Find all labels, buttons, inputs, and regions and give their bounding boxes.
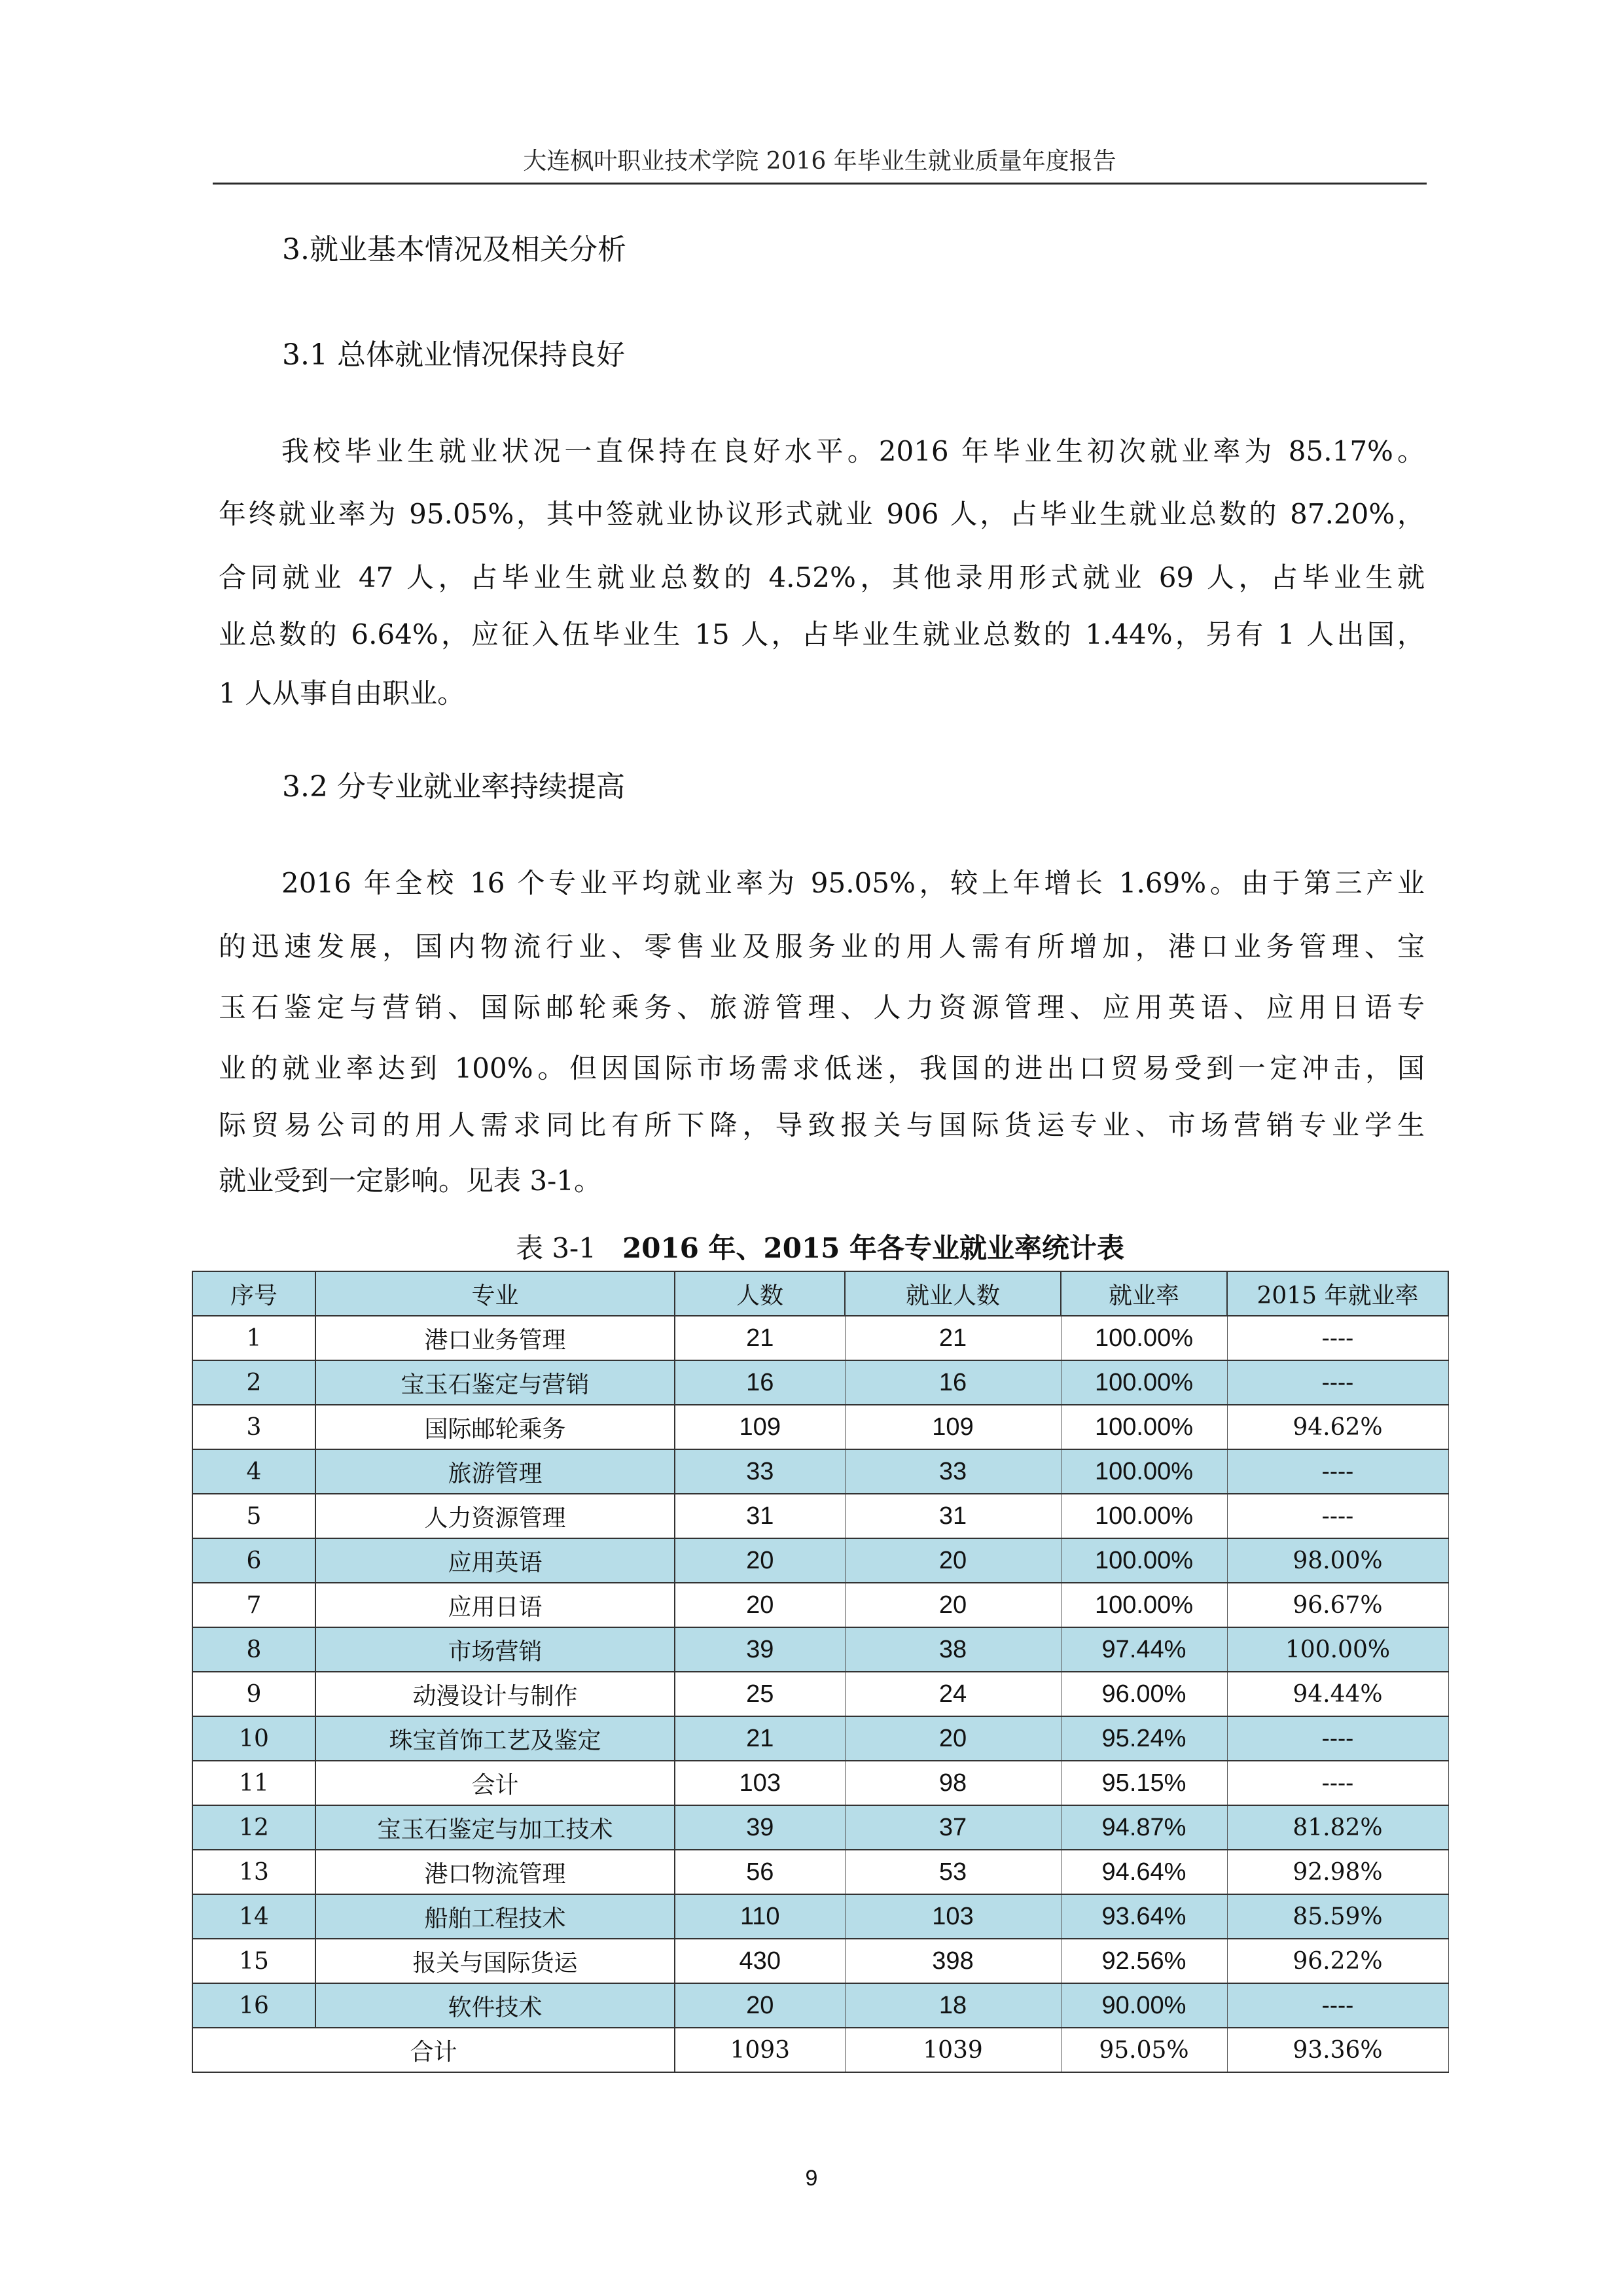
column-header: 2015 年就业率 [1227,1271,1448,1316]
cell-rate: 92.56% [1061,1939,1227,1983]
cell-rate-2015: 98.00% [1227,1538,1448,1583]
cell-major: 应用日语 [315,1583,675,1627]
cell-major: 旅游管理 [315,1449,675,1494]
cell-index: 16 [192,1983,315,2028]
paragraph-line: 合同就业 47 人，占毕业生就业总数的 4.52%，其他录用形式就业 69 人，占毕业生就 [219,561,1425,593]
cell-employed: 53 [845,1850,1061,1894]
cell-rate-2015: 94.44% [1227,1672,1448,1716]
cell-rate: 95.24% [1061,1716,1227,1761]
cell-rate: 100.00% [1061,1449,1227,1494]
cell-count: 109 [675,1405,845,1449]
cell-count: 16 [675,1360,845,1405]
cell-employed: 398 [845,1939,1061,1983]
cell-rate: 97.44% [1061,1627,1227,1672]
cell-rate-2015: 100.00% [1227,1627,1448,1672]
cell-major: 国际邮轮乘务 [315,1405,675,1449]
column-header: 人数 [675,1271,845,1316]
table-caption [192,1230,1448,1267]
cell-major: 宝玉石鉴定与加工技术 [315,1805,675,1850]
cell-count: 33 [675,1449,845,1494]
cell-rate: 100.00% [1061,1405,1227,1449]
table-caption-label: 表 3-1 [515,1232,596,1264]
paragraph-line: 1 人从事自由职业。 [219,677,465,709]
cell-index: 11 [192,1761,315,1805]
cell-employed: 20 [845,1583,1061,1627]
cell-count: 25 [675,1672,845,1716]
table-row [192,1850,1448,1894]
cell-index: 10 [192,1716,315,1761]
table-row [192,1583,1448,1627]
cell-index: 12 [192,1805,315,1850]
table-row [192,1494,1448,1538]
cell-rate: 100.00% [1061,1494,1227,1538]
cell-rate: 95.15% [1061,1761,1227,1805]
cell-index: 3 [192,1405,315,1449]
cell-rate-2015: 81.82% [1227,1805,1448,1850]
cell-count: 21 [675,1316,845,1360]
cell-employed: 31 [845,1494,1061,1538]
table-row [192,1716,1448,1761]
cell-rate-2015: ---- [1227,1983,1448,2028]
cell-index: 6 [192,1538,315,1583]
column-header: 就业率 [1061,1271,1227,1316]
cell-count: 430 [675,1939,845,1983]
cell-major: 港口物流管理 [315,1850,675,1894]
cell-rate-2015: 96.67% [1227,1583,1448,1627]
cell-rate-2015: 94.62% [1227,1405,1448,1449]
running-header: 大连枫叶职业技术学院 2016 年毕业生就业质量年度报告 [523,148,1116,175]
cell-major: 港口业务管理 [315,1316,675,1360]
table-row [192,1449,1448,1494]
cell-rate-2015: 92.98% [1227,1850,1448,1894]
cell-major: 报关与国际货运 [315,1939,675,1983]
page-number: 9 [805,2166,818,2191]
cell-count: 39 [675,1627,845,1672]
total-rate: 95.05% [1061,2028,1227,2072]
cell-rate-2015: ---- [1227,1494,1448,1538]
subsection-heading-3-1: 3.1 总体就业情况保持良好 [282,338,625,372]
cell-rate: 94.64% [1061,1850,1227,1894]
table-row [192,1538,1448,1583]
cell-index: 13 [192,1850,315,1894]
table-row [192,1894,1448,1939]
cell-rate-2015: ---- [1227,1761,1448,1805]
table-row [192,1761,1448,1805]
table-row [192,1672,1448,1716]
cell-rate-2015: 96.22% [1227,1939,1448,1983]
cell-count: 103 [675,1761,845,1805]
cell-count: 31 [675,1494,845,1538]
header-rule [213,183,1427,185]
cell-count: 56 [675,1850,845,1894]
total-label: 合计 [192,2028,675,2072]
paragraph-line: 我校毕业生就业状况一直保持在良好水平。2016 年毕业生初次就业率为 85.17%。 [281,435,1425,467]
cell-employed: 103 [845,1894,1061,1939]
total-employed: 1039 [845,2028,1061,2072]
total-rate-2015: 93.36% [1227,2028,1448,2072]
table-row [192,1316,1448,1360]
cell-major: 宝玉石鉴定与营销 [315,1360,675,1405]
cell-major: 市场营销 [315,1627,675,1672]
cell-employed: 20 [845,1538,1061,1583]
cell-major: 会计 [315,1761,675,1805]
cell-index: 5 [192,1494,315,1538]
cell-count: 39 [675,1805,845,1850]
table-row [192,1360,1448,1405]
cell-index: 9 [192,1672,315,1716]
table-row [192,1805,1448,1850]
paragraph-line: 2016 年全校 16 个专业平均就业率为 95.05%，较上年增长 1.69%。由于第三产业 [281,867,1425,899]
paragraph-line: 就业受到一定影响。见表 3-1。 [219,1165,601,1197]
cell-employed: 18 [845,1983,1061,2028]
cell-count: 20 [675,1538,845,1583]
cell-index: 2 [192,1360,315,1405]
paragraph-line: 业的就业率达到 100%。但因国际市场需求低迷，我国的进出口贸易受到一定冲击，国 [219,1052,1425,1084]
cell-major: 珠宝首饰工艺及鉴定 [315,1716,675,1761]
cell-employed: 109 [845,1405,1061,1449]
cell-major: 应用英语 [315,1538,675,1583]
cell-major: 人力资源管理 [315,1494,675,1538]
employment-rate-table [192,1271,1449,2073]
cell-rate: 93.64% [1061,1894,1227,1939]
cell-index: 7 [192,1583,315,1627]
cell-employed: 16 [845,1360,1061,1405]
table-total-row [192,2028,1448,2072]
cell-index: 8 [192,1627,315,1672]
cell-index: 15 [192,1939,315,1983]
table-row [192,1405,1448,1449]
cell-rate: 90.00% [1061,1983,1227,2028]
cell-rate: 94.87% [1061,1805,1227,1850]
cell-rate-2015: ---- [1227,1716,1448,1761]
cell-count: 20 [675,1983,845,2028]
cell-rate: 100.00% [1061,1360,1227,1405]
cell-employed: 38 [845,1627,1061,1672]
cell-employed: 24 [845,1672,1061,1716]
cell-index: 14 [192,1894,315,1939]
cell-rate-2015: ---- [1227,1316,1448,1360]
cell-rate-2015: ---- [1227,1449,1448,1494]
cell-count: 20 [675,1583,845,1627]
cell-rate-2015: ---- [1227,1360,1448,1405]
table-row [192,1939,1448,1983]
column-header: 专业 [315,1271,675,1316]
cell-employed: 33 [845,1449,1061,1494]
table-row [192,1627,1448,1672]
section-heading: 3.就业基本情况及相关分析 [282,233,626,266]
cell-major: 动漫设计与制作 [315,1672,675,1716]
cell-rate-2015: 85.59% [1227,1894,1448,1939]
paragraph-line: 玉石鉴定与营销、国际邮轮乘务、旅游管理、人力资源管理、应用英语、应用日语专 [219,991,1425,1023]
cell-index: 4 [192,1449,315,1494]
table-caption-title: 2016 年、2015 年各专业就业率统计表 [622,1232,1125,1264]
cell-rate: 100.00% [1061,1316,1227,1360]
cell-employed: 37 [845,1805,1061,1850]
table-header-row [192,1271,1448,1316]
cell-employed: 98 [845,1761,1061,1805]
cell-rate: 96.00% [1061,1672,1227,1716]
paragraph-line: 的迅速发展，国内物流行业、零售业及服务业的用人需有所增加，港口业务管理、宝 [219,930,1425,963]
subsection-heading-3-2: 3.2 分专业就业率持续提高 [282,770,625,804]
cell-employed: 21 [845,1316,1061,1360]
cell-count: 110 [675,1894,845,1939]
paragraph-line: 年终就业率为 95.05%，其中签就业协议形式就业 906 人，占毕业生就业总数的 87.20%， [219,498,1425,530]
cell-major: 船舶工程技术 [315,1894,675,1939]
table-row [192,1983,1448,2028]
cell-index: 1 [192,1316,315,1360]
column-header: 就业人数 [845,1271,1061,1316]
cell-major: 软件技术 [315,1983,675,2028]
paragraph-line: 业总数的 6.64%，应征入伍毕业生 15 人，占毕业生就业总数的 1.44%，另有 1 人出国， [219,618,1425,650]
cell-rate: 100.00% [1061,1538,1227,1583]
cell-rate: 100.00% [1061,1583,1227,1627]
cell-count: 21 [675,1716,845,1761]
column-header: 序号 [192,1271,315,1316]
total-count: 1093 [675,2028,845,2072]
cell-employed: 20 [845,1716,1061,1761]
paragraph-line: 际贸易公司的用人需求同比有所下降，导致报关与国际货运专业、市场营销专业学生 [219,1109,1425,1141]
